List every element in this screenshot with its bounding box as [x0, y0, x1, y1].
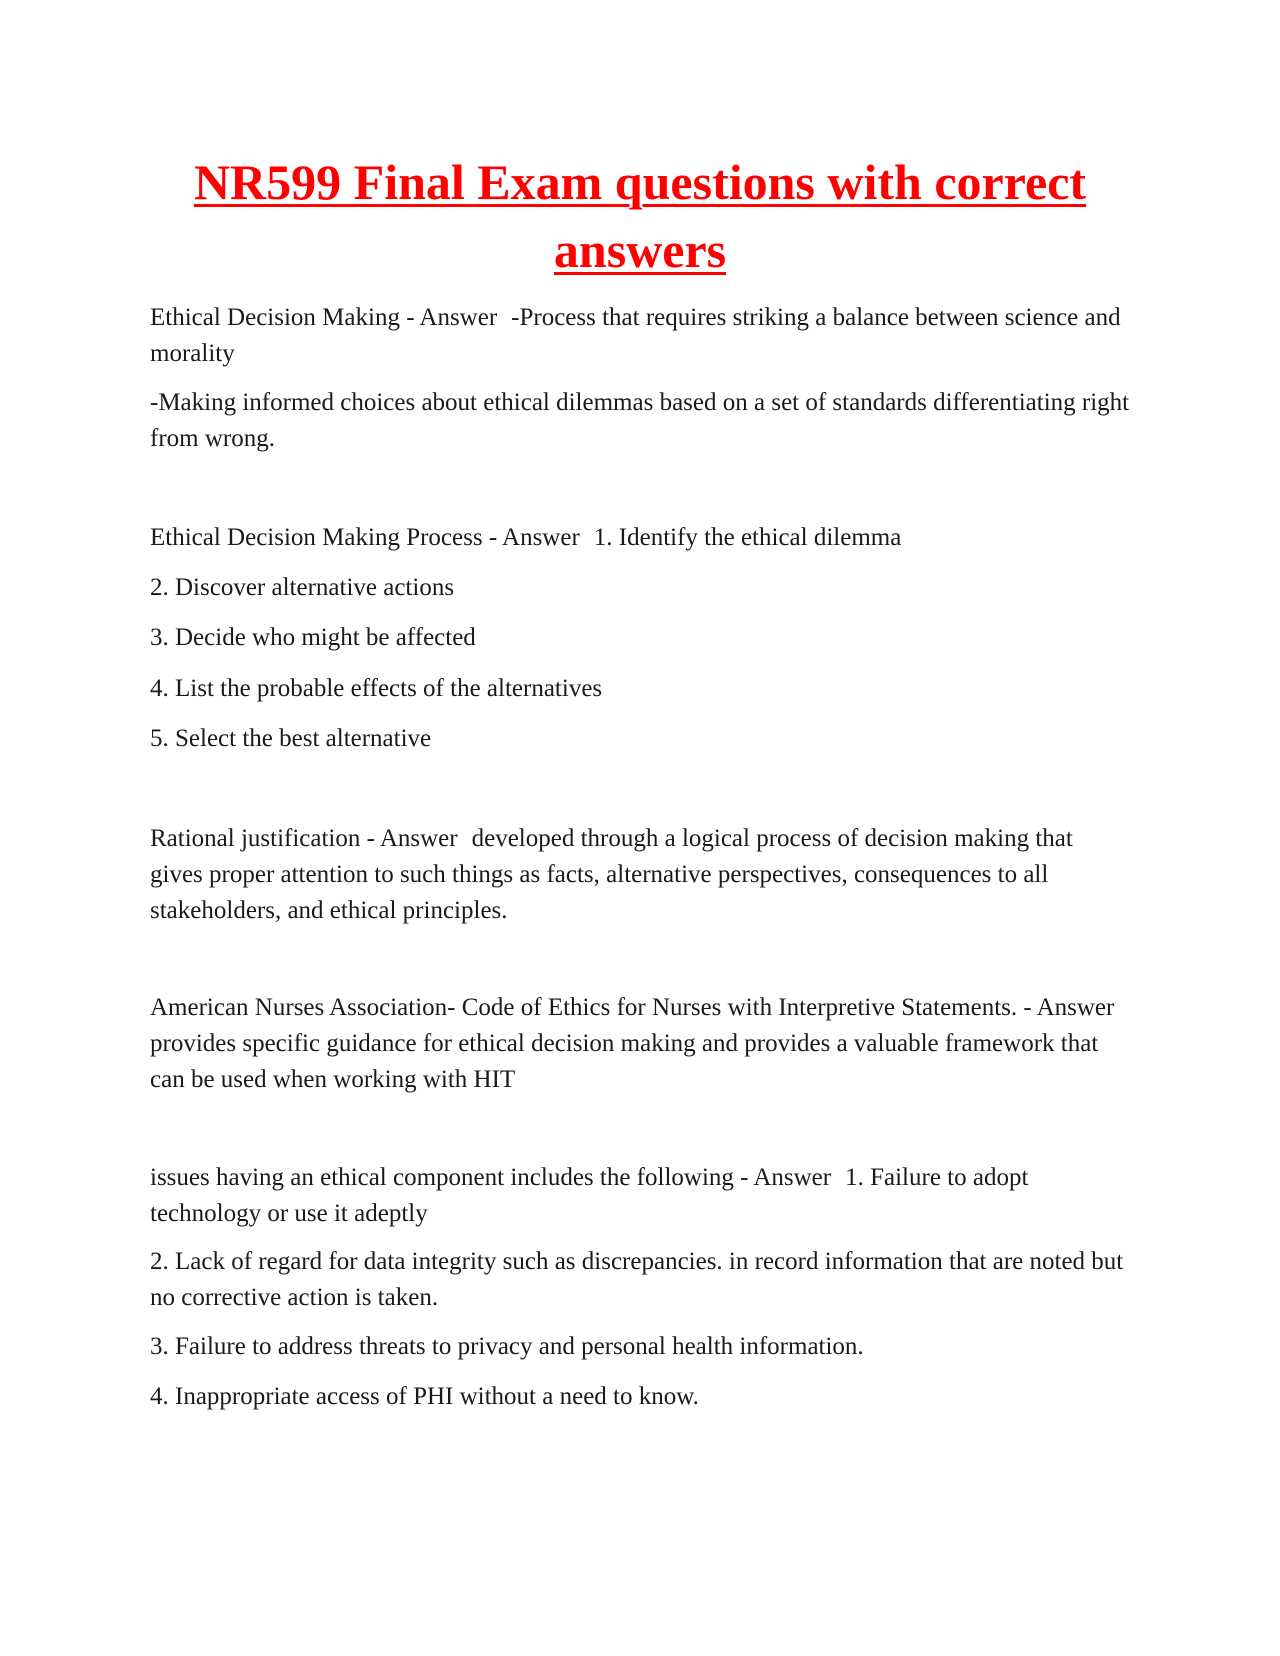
entry-ethical-issues — [150, 1160, 1130, 1232]
entry-answer-line: 2. Discover alternative actions — [150, 574, 455, 601]
entry-term: American Nurses Association- Code of Ethics for Nurses with Interpretive Statements. - Answer — [150, 994, 1115, 1021]
entry-term: issues having an ethical component includes the following - Answer — [150, 1164, 832, 1191]
document-title: NR599 Final Exam questions with correct answers — [193, 154, 1087, 278]
entry-answer-line: -Process that requires striking a balance between science and morality — [150, 304, 1121, 367]
entry-rational-justification — [150, 821, 1130, 929]
entry-answer-line: 4. List the probable effects of the alternatives — [150, 675, 603, 702]
entry-answer-line: 4. Inappropriate access of PHI without a need to know. — [150, 1383, 699, 1410]
entry-answer-line: 2. Lack of regard for data integrity such as discrepancies. in record information that are noted but no corrective action is taken. — [150, 1248, 1124, 1311]
entry-answer-line: provides specific guidance for ethical decision making and provides a valuable framework that can be used when working with HIT — [150, 1030, 1099, 1093]
entry-ethical-decision-making-process — [150, 520, 1130, 556]
entry-ethical-decision-making — [150, 300, 1130, 372]
entry-term: Ethical Decision Making Process - Answer — [150, 524, 580, 551]
entry-answer-line: 1. Failure to adopt technology or use it adeptly — [150, 1164, 1029, 1227]
entry-answer-line: -Making informed choices about ethical dilemmas based on a set of standards differentiating right from wrong. — [150, 389, 1130, 452]
entry-answer-line: 3. Failure to address threats to privacy and personal health information. — [150, 1333, 864, 1360]
entry-ana-code-of-ethics — [150, 990, 1130, 1098]
entry-answer-line: 5. Select the best alternative — [150, 725, 432, 752]
entry-term: Rational justification - Answer — [150, 825, 458, 852]
entry-answer-line: developed through a logical process of decision making that gives proper attention to such things as facts, alternative perspectives, consequences to all stakeholders, and ethical principles. — [150, 825, 1073, 924]
entry-answer-line: 3. Decide who might be affected — [150, 624, 476, 651]
entry-term: Ethical Decision Making - Answer — [150, 304, 498, 331]
entry-answer-line: 1. Identify the ethical dilemma — [593, 524, 902, 551]
